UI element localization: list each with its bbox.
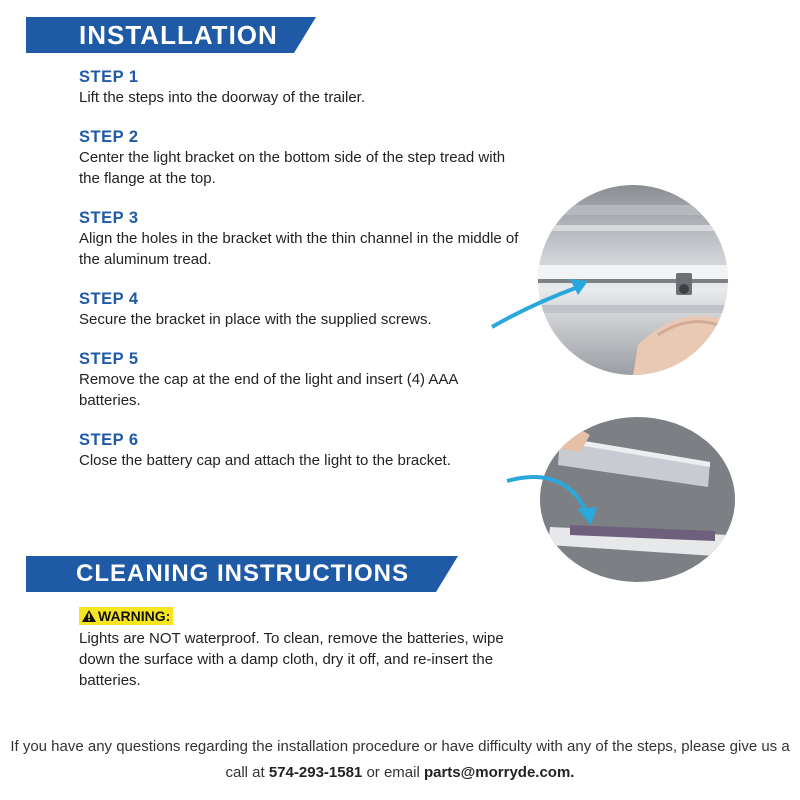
step-3 — [79, 209, 519, 270]
step-text: Secure the bracket in place with the supplied screws. — [79, 311, 432, 328]
step-5 — [79, 350, 519, 411]
step-text: Align the holes in the bracket with the thin channel in the middle of the aluminum tread. — [79, 230, 519, 268]
step-4 — [79, 290, 519, 330]
cleaning-title: CLEANING INSTRUCTIONS — [76, 560, 409, 587]
step-title: STEP 2 — [79, 128, 139, 146]
step-2 — [79, 128, 519, 189]
installation-steps — [79, 68, 519, 491]
curved-arrow-icon — [490, 275, 600, 330]
footer-text: If you have any questions regarding the installation procedure or have difficulty with any of the steps, please give us a call at — [10, 738, 790, 781]
email-address[interactable]: parts@morryde.com. — [423, 764, 575, 781]
step-text: Center the light bracket on the bottom side of the step tread with the flange at the top. — [79, 149, 506, 187]
step-title: STEP 5 — [79, 350, 139, 368]
step-text: Lift the steps into the doorway of the trailer. — [79, 89, 365, 106]
warning-text: Lights are NOT waterproof. To clean, remove the batteries, wipe down the surface with a damp cloth, dry it off, and re-insert the batteries. — [79, 630, 504, 689]
step-text: Close the battery cap and attach the light to the bracket. — [79, 452, 451, 469]
phone-number[interactable]: 574-293-1581 — [268, 764, 363, 781]
contact-footer — [0, 734, 800, 786]
step-title: STEP 4 — [79, 290, 139, 308]
installation-title: INSTALLATION — [79, 19, 278, 50]
warning-badge — [79, 607, 173, 625]
step-title: STEP 1 — [79, 68, 139, 86]
step-1 — [79, 68, 519, 108]
step-title: STEP 6 — [79, 431, 139, 449]
footer-text-middle: or email — [362, 764, 424, 781]
warning-triangle-icon — [82, 610, 96, 622]
step-6 — [79, 431, 519, 471]
step-title: STEP 3 — [79, 209, 139, 227]
warning-label: WARNING: — [98, 608, 171, 624]
curved-arrow-icon — [505, 463, 605, 528]
installation-banner — [26, 17, 294, 53]
step-text: Remove the cap at the end of the light and insert (4) AAA batteries. — [79, 371, 458, 409]
cleaning-banner — [26, 556, 436, 592]
